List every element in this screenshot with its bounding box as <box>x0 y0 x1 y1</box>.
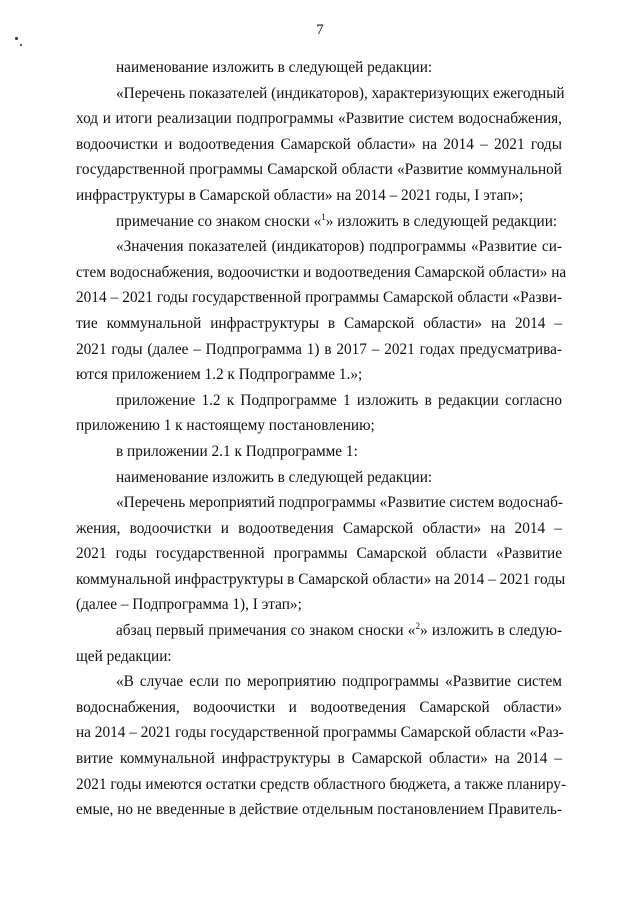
text-line-content: приложению 1 к настоящему постановлению; <box>76 417 375 435</box>
footnote-mark: 1 <box>321 211 326 222</box>
text-line <box>76 106 562 132</box>
body-text <box>76 55 567 823</box>
text-line-content: на 2014 – 2021 годы государственной программы Самарской области «Раз- <box>76 724 564 742</box>
text-line-content: наименование изложить в следующей редакции: <box>116 468 433 486</box>
text-line-content: водоочистки и водоотведения Самарской области» на 2014 – 2021 годы <box>76 135 562 153</box>
text-line-content: стем водоснабжения, водоочистки и водоотведения Самарской области» на <box>76 263 567 281</box>
text-line-content: » изложить в следую- <box>419 622 562 640</box>
text-line <box>76 541 562 567</box>
text-line-content: витие коммунальной инфраструктуры в Самарской области» на 2014 – <box>76 750 562 768</box>
text-line-content: тие коммунальной инфраструктуры в Самарской области» на 2014 – <box>76 314 562 332</box>
text-line <box>76 618 562 644</box>
text-line-content: емые, но не введенные в действие отдельным постановлением Правитель- <box>76 801 562 819</box>
text-line-content: в приложении 2.1 к Подпрограмме 1: <box>116 442 358 460</box>
text-line-content: щей редакции: <box>76 647 172 665</box>
text-line-content: «Значения показателей (индикаторов) подпрограммы «Развитие си- <box>116 238 562 256</box>
text-line-content: «Перечень мероприятий подпрограммы «Развитие систем водоснаб- <box>116 494 563 512</box>
text-line <box>76 695 562 721</box>
text-line <box>76 465 562 491</box>
text-line <box>76 772 567 798</box>
text-line <box>76 592 562 618</box>
text-line <box>76 797 562 823</box>
text-line-content: » изложить в следующей редакции: <box>325 212 558 230</box>
text-line <box>76 285 562 311</box>
text-line-content: (далее – Подпрограмма 1), I этап»; <box>76 596 302 614</box>
text-line <box>76 490 562 516</box>
page-number: 7 <box>316 22 324 38</box>
text-line <box>76 669 562 695</box>
scan-speck <box>20 44 22 46</box>
text-line <box>76 644 562 670</box>
text-line-content: жения, водоочистки и водоотведения Самарской области» на 2014 – <box>76 519 562 537</box>
text-line-content: абзац первый примечания со знаком сноски « <box>116 622 416 640</box>
text-line <box>76 516 562 542</box>
text-line-content: приложение 1.2 к Подпрограмме 1 изложить в редакции согласно <box>116 391 562 409</box>
text-line <box>76 234 562 260</box>
text-line <box>76 183 562 209</box>
text-line-content: государственной программы Самарской области «Развитие коммунальной <box>76 161 562 179</box>
text-line <box>76 81 565 107</box>
scan-speck <box>15 37 18 40</box>
text-line-content: «В случае если по мероприятию подпрограммы «Развитие систем <box>116 673 562 691</box>
text-line-content: инфраструктуры в Самарской области» на 2014 – 2021 годы, I этап»; <box>76 186 524 204</box>
text-line-content: ются приложением 1.2 к Подпрограмме 1.»; <box>76 366 363 384</box>
text-line-content: наименование изложить в следующей редакции: <box>116 59 433 76</box>
text-line <box>76 439 562 465</box>
text-line <box>76 337 562 363</box>
text-line-content: 2014 – 2021 годы государственной программы Самарской области «Разви- <box>76 289 562 307</box>
text-line-content: ход и итоги реализации подпрограммы «Развитие систем водоснабжения, <box>76 110 562 128</box>
text-line <box>76 157 562 183</box>
text-line <box>76 362 562 388</box>
text-line <box>76 720 562 746</box>
text-line-content: «Перечень показателей (индикаторов), характеризующих ежегодный <box>116 84 565 102</box>
text-line-content: примечание со знаком сноски « <box>116 212 322 230</box>
text-line <box>76 746 562 772</box>
text-line <box>76 311 562 337</box>
text-line-content: 2021 годы (далее – Подпрограмма 1) в 2017 – 2021 годах предусматрива- <box>76 340 562 358</box>
text-line <box>76 209 562 235</box>
text-line-content: коммунальной инфраструктуры в Самарской области» на 2014 – 2021 годы <box>76 570 566 588</box>
footnote-mark: 2 <box>415 621 420 632</box>
text-line <box>76 132 562 158</box>
text-line-content: водоснабжения, водоочистки и водоотведения Самарской области» <box>76 698 562 716</box>
text-line <box>76 388 562 414</box>
text-line <box>76 260 567 286</box>
text-line-content: 2021 годы государственной программы Самарской области «Развитие <box>76 545 562 563</box>
text-line-content: 2021 годы имеются остатки средств областного бюджета, а также планиру- <box>76 775 567 793</box>
text-line <box>76 55 562 81</box>
text-line <box>76 567 566 593</box>
text-line <box>76 413 562 439</box>
